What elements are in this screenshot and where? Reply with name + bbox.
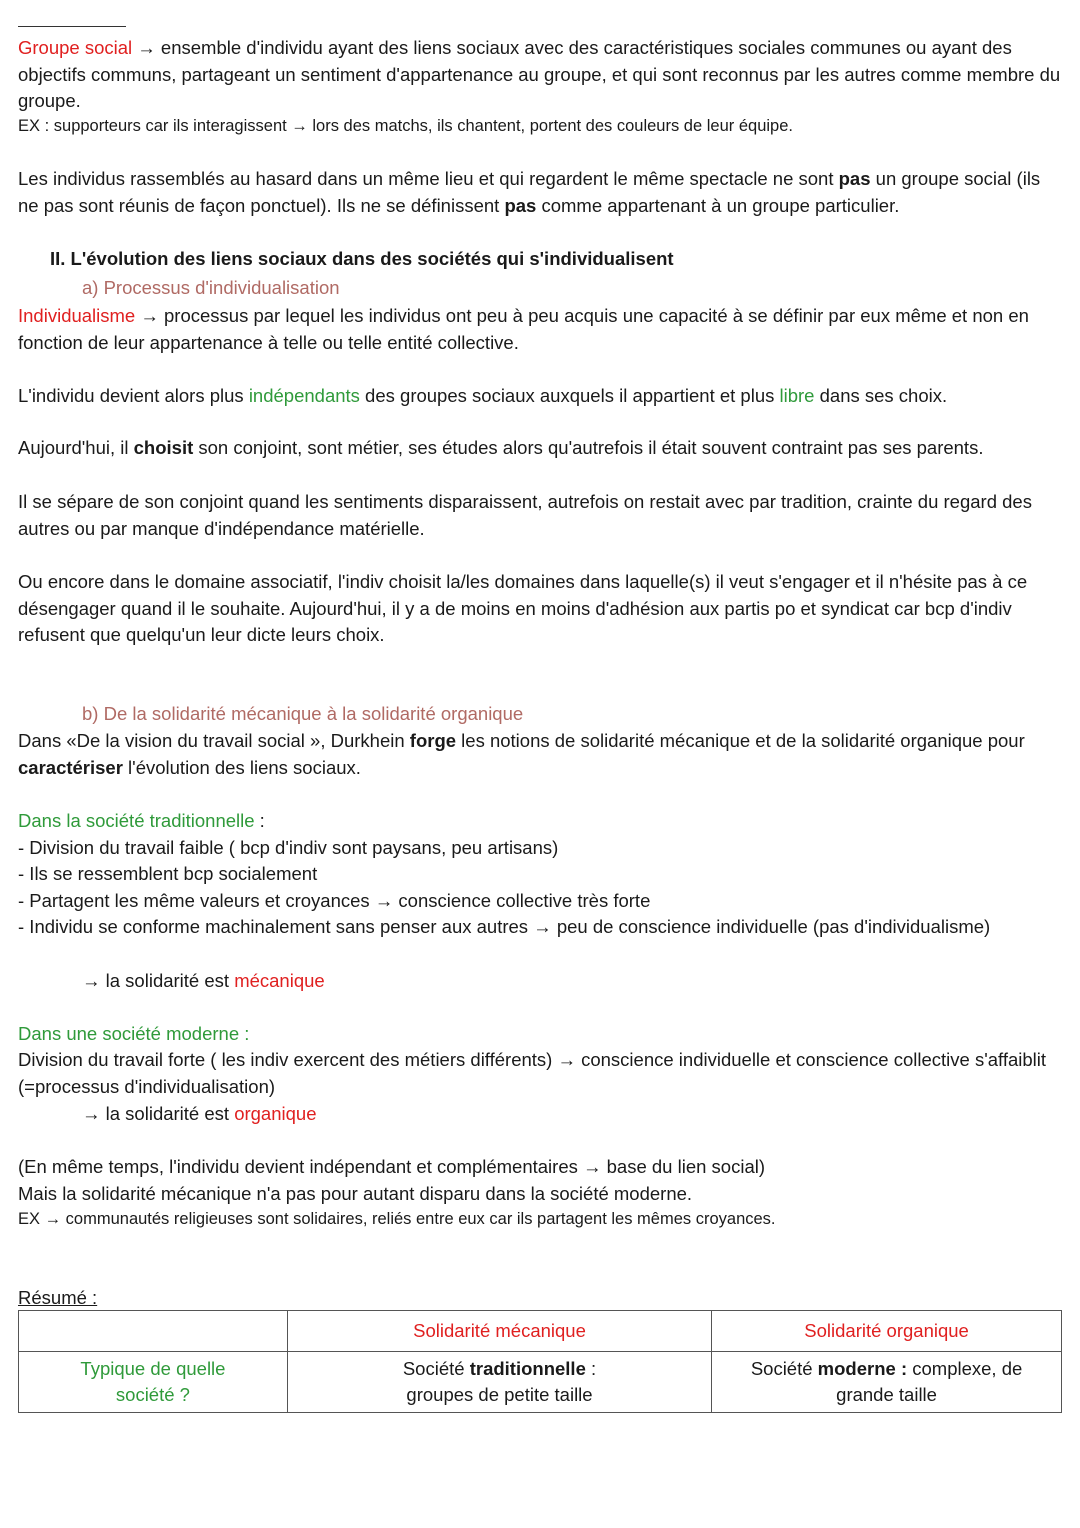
col-header-organique: Solidarité organique bbox=[712, 1311, 1062, 1352]
individualisme-definition: Individualisme → processus par lequel les individus ont peu à peu acquis une capacité à se définir par eux même et non en fonction de leur appartenance à telle ou telle entité collective. bbox=[18, 305, 1029, 353]
supporters-example: EX : supporteurs car ils interagissent → lors des matchs, ils chantent, portent des couleurs de leur équipe. bbox=[18, 117, 793, 135]
table-header-row bbox=[19, 1311, 1062, 1352]
independance-paragraph: L'individu devient alors plus indépendants des groupes sociaux auxquels il appartient et plus libre dans ses choix. bbox=[18, 385, 948, 406]
modern-society-text: Division du travail forte ( les indiv exercent des métiers différents) → conscience individuelle et conscience collective s'affaiblit (=processus d'individualisation) bbox=[18, 1049, 1047, 1097]
separation-paragraph: Il se sépare de son conjoint quand les sentiments disparaissent, autrefois on restait avec par tradition, crainte du regard des autres ou par manque d'indépendance matérielle. bbox=[18, 491, 1032, 539]
summary-table bbox=[18, 1310, 1062, 1413]
table-corner-cell bbox=[19, 1311, 288, 1352]
cell-organique-societe: Société moderne : complexe, de grande taille bbox=[712, 1352, 1062, 1413]
term-groupe-social: Groupe social bbox=[18, 37, 133, 58]
trad-item-4: - Individu se conforme machinalement sans penser aux autres → peu de conscience individuelle (pas d'individualisme) bbox=[18, 916, 991, 937]
traditional-society-title: Dans la société traditionnelle : bbox=[18, 810, 265, 831]
subheading-a: a) Processus d'individualisation bbox=[82, 277, 340, 298]
mais-paragraph: Mais la solidarité mécanique n'a pas pour autant disparu dans la société moderne. bbox=[18, 1183, 693, 1204]
religious-example: EX → communautés religieuses sont solidaires, reliés entre eux car ils partagent les mêmes croyances. bbox=[18, 1210, 776, 1228]
mechanical-conclusion: → la solidarité est mécanique bbox=[82, 970, 325, 991]
row-label-societe: Typique de quelle société ? bbox=[19, 1352, 288, 1413]
summary-label: Résumé : bbox=[18, 1287, 98, 1308]
organic-conclusion: → la solidarité est organique bbox=[82, 1103, 317, 1124]
top-rule bbox=[18, 26, 126, 27]
durkheim-paragraph: Dans «De la vision du travail social », Durkhein forge les notions de solidarité mécanique et de la solidarité organique pour caractériser l'évolution des liens sociaux. bbox=[18, 730, 1025, 778]
col-header-mecanique: Solidarité mécanique bbox=[287, 1311, 711, 1352]
meme-temps-paragraph: (En même temps, l'individu devient indépendant et complémentaires → base du lien social) bbox=[18, 1156, 766, 1177]
trad-item-3: - Partagent les même valeurs et croyances → conscience collective très forte bbox=[18, 890, 651, 911]
section-heading-2: II. L'évolution des liens sociaux dans des sociétés qui s'individualisent bbox=[50, 248, 674, 269]
trad-item-1: - Division du travail faible ( bcp d'indiv sont paysans, peu artisans) bbox=[18, 837, 559, 858]
term-individualisme: Individualisme bbox=[18, 305, 136, 326]
trad-item-2: - Ils se ressemblent bcp socialement bbox=[18, 863, 318, 884]
hasard-paragraph: Les individus rassemblés au hasard dans un même lieu et qui regardent le même spectacle ne sont pas un groupe social (ils ne pas sont réunis de façon ponctuel). Ils ne se définissent pas comme appartenant à un groupe particulier. bbox=[18, 168, 1041, 216]
table-row bbox=[19, 1352, 1062, 1413]
modern-society-title: Dans une société moderne : bbox=[18, 1023, 250, 1044]
choix-paragraph: Aujourd'hui, il choisit son conjoint, sont métier, ses études alors qu'autrefois il était souvent contraint pas ses parents. bbox=[18, 437, 984, 458]
groupe-social-definition: Groupe social → ensemble d'individu ayant des liens sociaux avec des caractéristiques sociales communes ou ayant des objectifs communs, partageant un sentiment d'appartenance au groupe, et qui sont reconnus par les autres comme membre du groupe. bbox=[18, 37, 1061, 111]
subheading-b: b) De la solidarité mécanique à la solidarité organique bbox=[82, 703, 524, 724]
cell-mecanique-societe: Société traditionnelle : groupes de petite taille bbox=[287, 1352, 711, 1413]
associatif-paragraph: Ou encore dans le domaine associatif, l'indiv choisit la/les domaines dans laquelle(s) il veut s'engager et il n'hésite pas à ce désengager quand il le souhaite. Aujourd'hui, il y a de moins en moins d'adhésion aux partis po et syndicat car bcp d'indiv refusent que quelqu'un leur dicte leurs choix. bbox=[18, 571, 1028, 645]
